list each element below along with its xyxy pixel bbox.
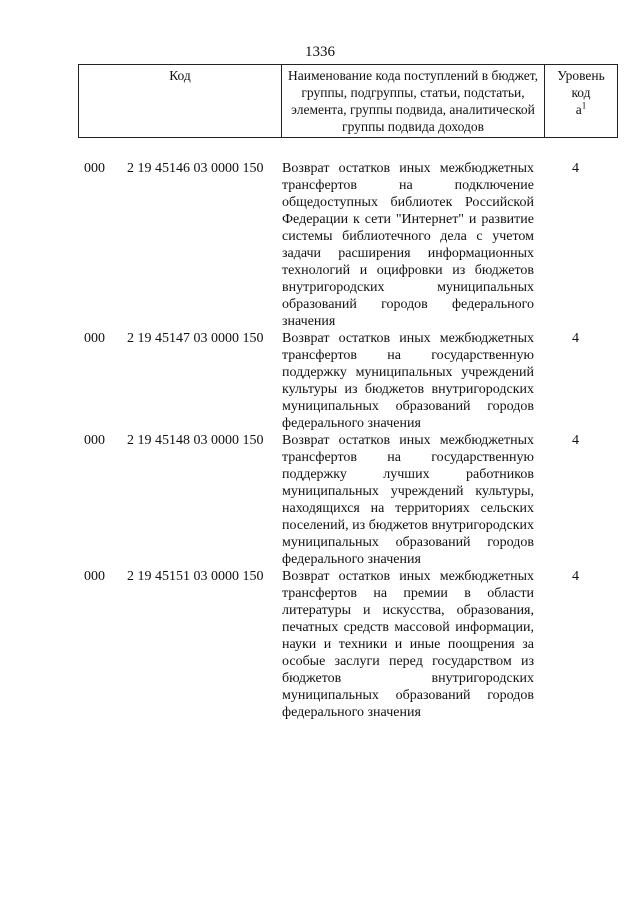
row-prefix: 000 — [84, 161, 105, 176]
row-name: Возврат остатков иных межбюджетных трансфертов на подключение общедоступных библиотек Российской Федерации к сети "Интернет" и развитие системы библиотечного дела с учетом задачи расширения информационных технологий и оцифровки из бюджетов внутригородских муниципальных образований городов федерального значения — [282, 161, 534, 329]
row-prefix: 000 — [84, 569, 105, 584]
table-header — [78, 64, 618, 138]
header-level-suffix: а — [575, 102, 582, 117]
table-row — [0, 330, 640, 432]
header-code: Код — [79, 65, 282, 138]
table-row — [0, 160, 640, 330]
row-prefix: 000 — [84, 331, 105, 346]
row-level: 4 — [572, 433, 579, 448]
header-name: Наименование кода поступлений в бюджет, группы, подгруппы, статьи, подстатьи, элемента, группы подвида, аналитической группы подвида доходов — [282, 65, 545, 138]
header-level-label: Уровень код — [557, 68, 605, 100]
row-level: 4 — [572, 569, 579, 584]
header-level — [545, 65, 618, 138]
row-level: 4 — [572, 161, 579, 176]
footnote-marker: 1 — [581, 100, 587, 111]
row-code: 2 19 45147 03 0000 150 — [127, 331, 264, 346]
row-name: Возврат остатков иных межбюджетных трансфертов на государственную поддержку лучших работников муниципальных учреждений культуры, находящихся на территориях сельских поселений, из бюджетов внутригородских муниципальных образований городов федерального значения — [282, 433, 534, 567]
table-row — [0, 568, 640, 721]
row-code: 2 19 45148 03 0000 150 — [127, 433, 264, 448]
row-level: 4 — [572, 331, 579, 346]
row-name: Возврат остатков иных межбюджетных трансфертов на государственную поддержку муниципальных учреждений культуры из бюджетов внутригородских муниципальных образований городов федерального значения — [282, 331, 534, 431]
row-code: 2 19 45151 03 0000 150 — [127, 569, 264, 584]
table-body — [0, 160, 640, 721]
page-number: 1336 — [305, 44, 335, 60]
row-name: Возврат остатков иных межбюджетных трансфертов на премии в области литературы и искусства, образования, печатных средств массовой информации, науки и техники и иные поощрения за особые заслуги перед государством из бюджетов внутригородских муниципальных образований городов федерального значения — [282, 569, 534, 720]
row-code: 2 19 45146 03 0000 150 — [127, 161, 264, 176]
row-prefix: 000 — [84, 433, 105, 448]
table-row — [0, 432, 640, 568]
